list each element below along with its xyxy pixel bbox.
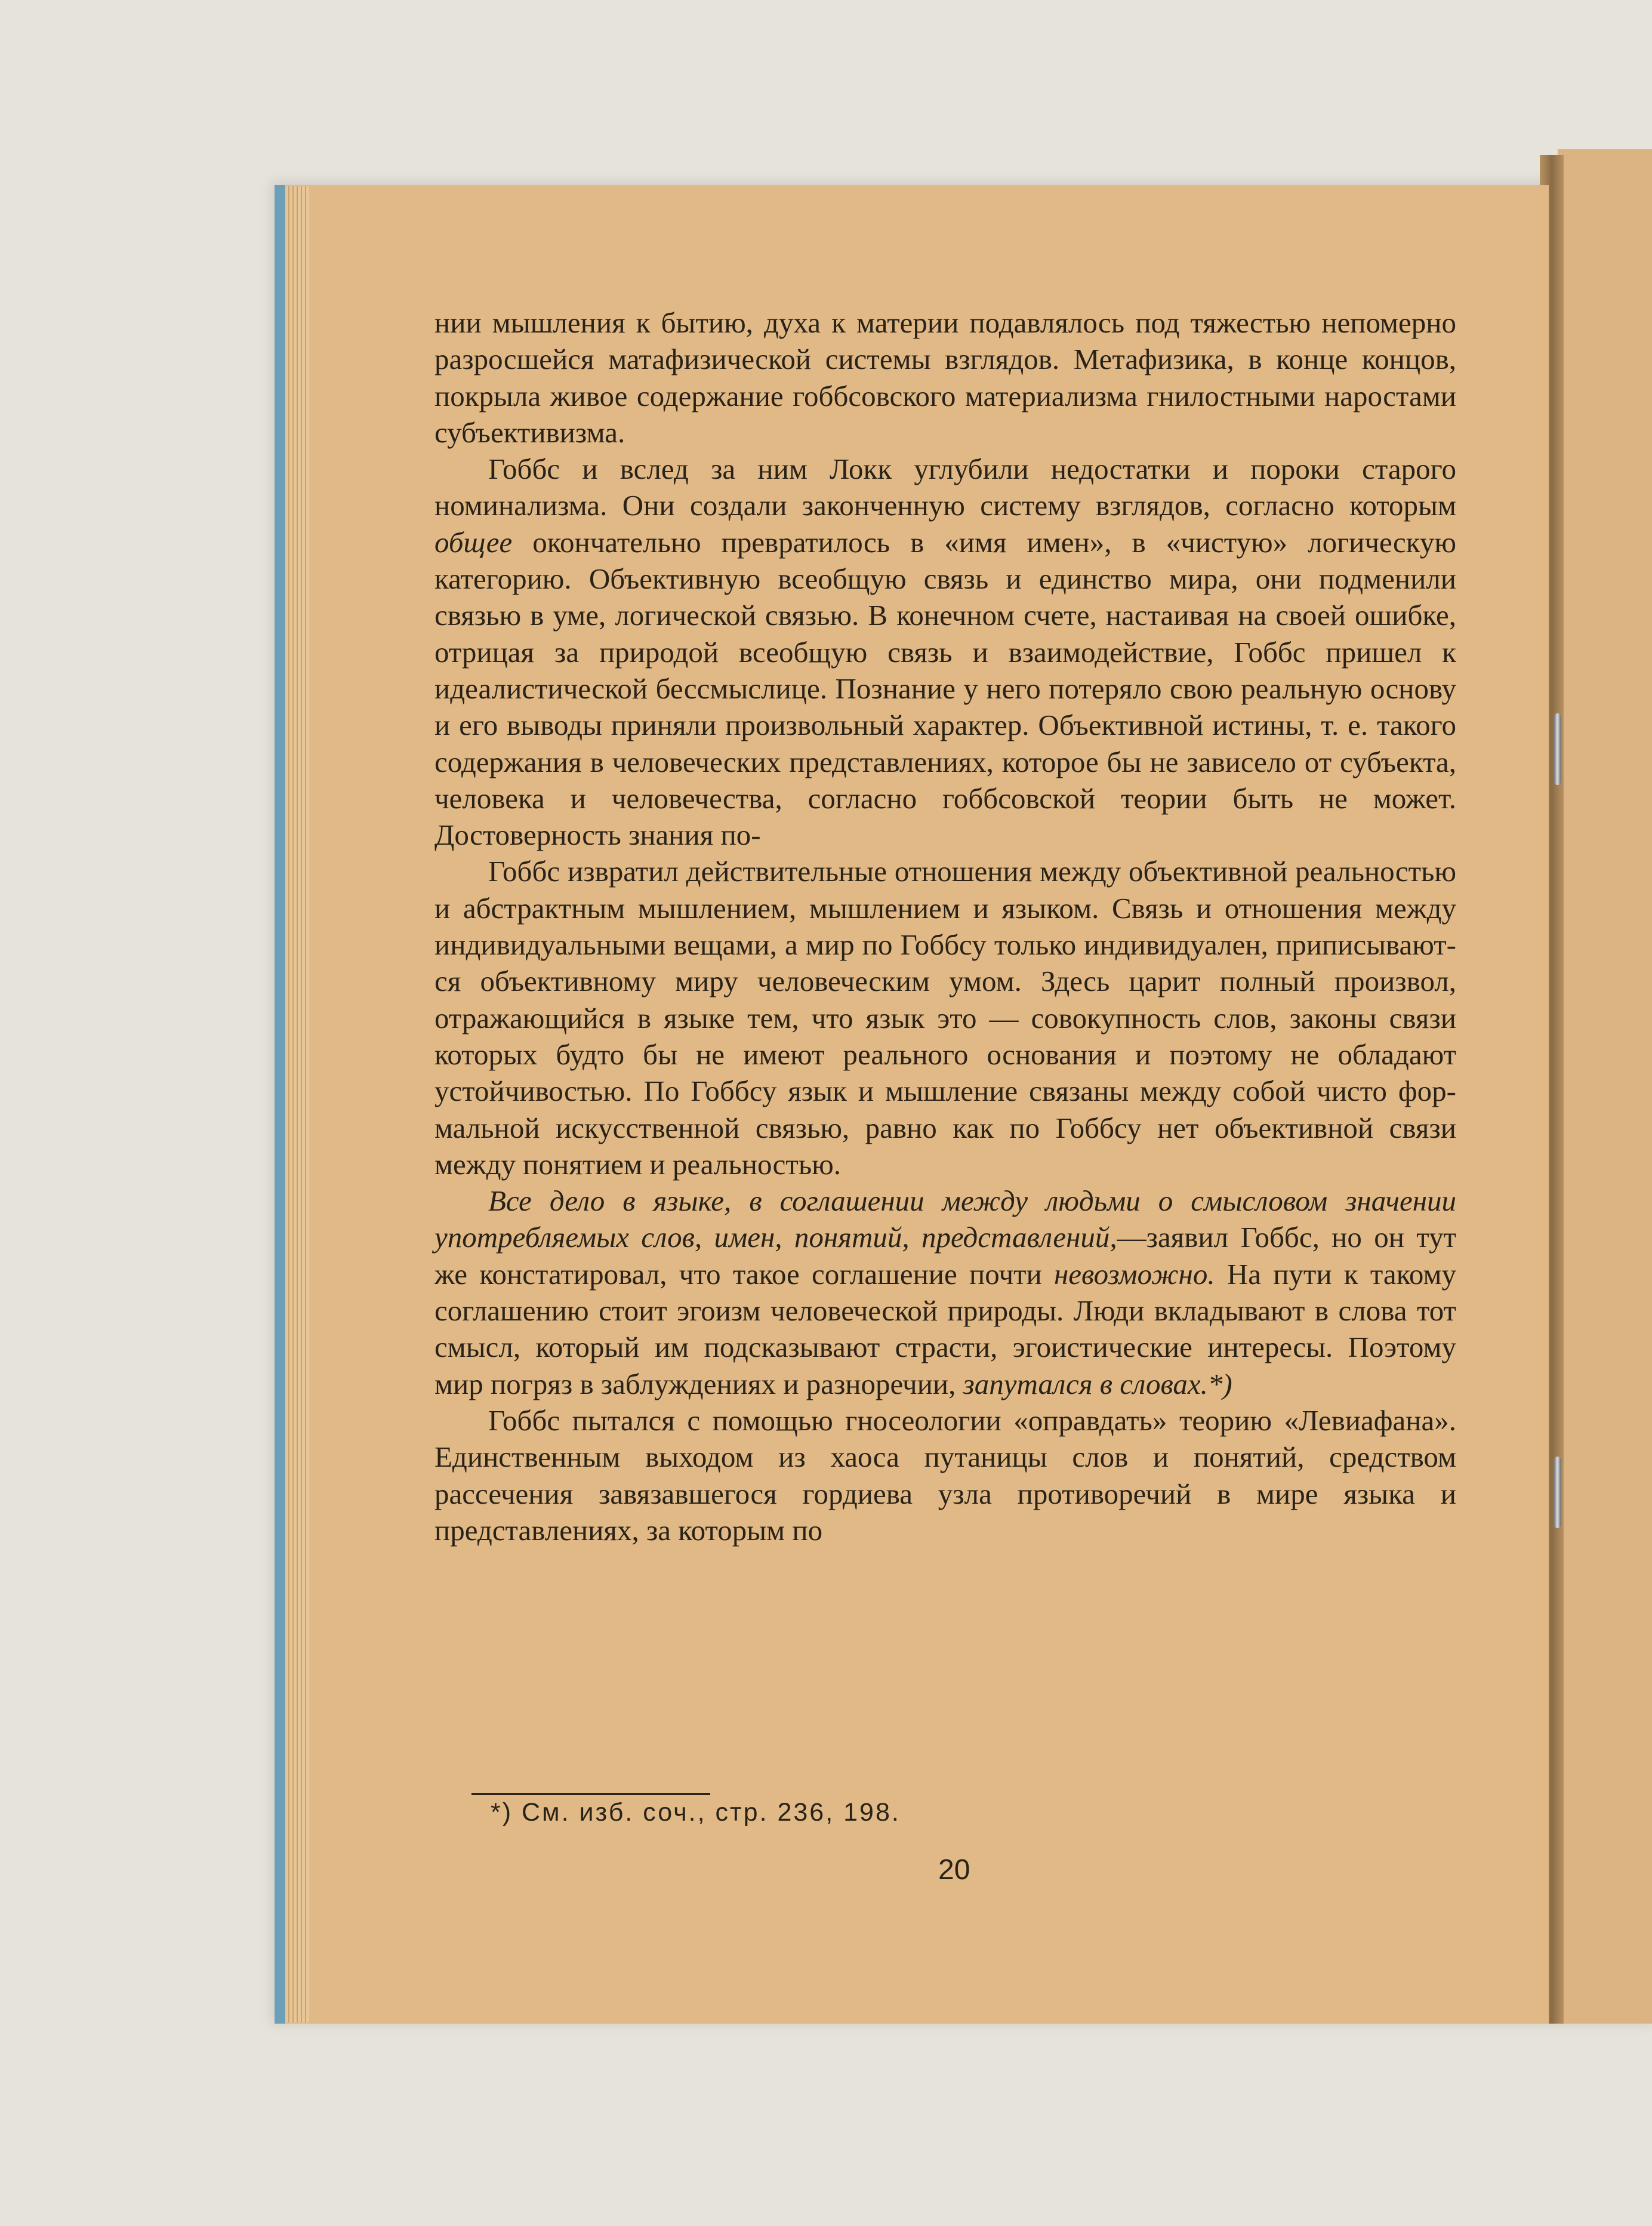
- paragraph-4: Все дело в языке, в соглашении между людьми о смысловом значении употребляемых слов, имен, понятий, представлений,—заявил Гоббс, но он тут же констатировал, что такое соглашение почти невозможно. На пути к такому соглашению стоит эгоизм человеческой природы. Люди вкладывают в слова тот смысл, который им подсказывают страсти, эгоистические интересы. Поэтому мир погряз в заблуждениях и разноречии, запутался в словах.*): [434, 1184, 1456, 1400]
- staple-icon: [1554, 1457, 1561, 1528]
- paragraph-1: нии мышления к бытию, духа к материи подавлялось под тяжестью непомерно разросшейся матафизической системы взглядов. Метафизика, в конце концов, покрыла живое содержание гоббсовского материализма гнилостными наростами субъективизма.: [434, 306, 1456, 449]
- footnote-divider: [471, 1793, 710, 1795]
- emphasis: невозможно.: [1053, 1257, 1215, 1291]
- body-text: [434, 304, 1456, 1548]
- emphasis: запутался в словах.*): [963, 1367, 1232, 1400]
- page-stack-edges: [285, 186, 309, 2022]
- emphasis: Все дело в языке, в соглашении между людьми о смысловом значении употребляемых слов, имен, понятий, представлений,: [434, 1184, 1456, 1254]
- facing-page-edge: [1558, 149, 1652, 2024]
- paragraph-3: Гоббс извратил действительные отношения между объективной реальностью и абстрактным мышлением, мышлением и языком. Связь и отношения между индивидуальными вещами, а мир по Гоббсу только индивидуален, приписываются объективному миру человеческим умом. Здесь царит полный произвол, отражающийся в языке тем, что язык это — совокупность слов, законы связи которых будто бы не имеют реального основания и поэтому не обладают устойчивостью. По Гоббсу язык и мышление связаны между собой чисто формальной искусственной связью, равно как по Гоббсу нет объективной связи между понятием и реальностью.: [434, 855, 1456, 1181]
- paragraph-5: Гоббс пытался с помощью гносеологии «оправдать» теорию «Левиафана». Единственным выходом из хаоса путаницы слов и понятий, средством рассечения завязавшегося гордиева узла противоречий в мире языка и представлениях, за которым по: [434, 1403, 1456, 1547]
- staple-icon: [1554, 713, 1561, 785]
- page-number: 20: [938, 1854, 970, 1886]
- footnote: *) См. изб. соч., стр. 236, 198.: [491, 1798, 901, 1827]
- emphasis: общее: [434, 525, 513, 559]
- paragraph-2: Гоббс и вслед за ним Локк углубили недостатки и пороки старого номинализма. Они создали законченную систему взглядов, согласно которым общее окончательно превратилось в «имя имен», в «чистую» логическую категорию. Объективную всеобщую связь и единство мира, они подменили связью в уме, логической связью. В конечном счете, настаивая на своей ошибке, отрицая за природой всеобщую связь и взаимодействие, Гоббс пришел к идеалистической бессмыслице. Познание у него потеряло свою реальную основу и его выводы приняли произвольный характер. Объективной истины, т. е. такого содержания в человеческих представлениях, которое бы не зависело от субъекта, человека и человечества, согласно гоббсовской теории быть не может. Достоверность знания по-: [434, 452, 1456, 852]
